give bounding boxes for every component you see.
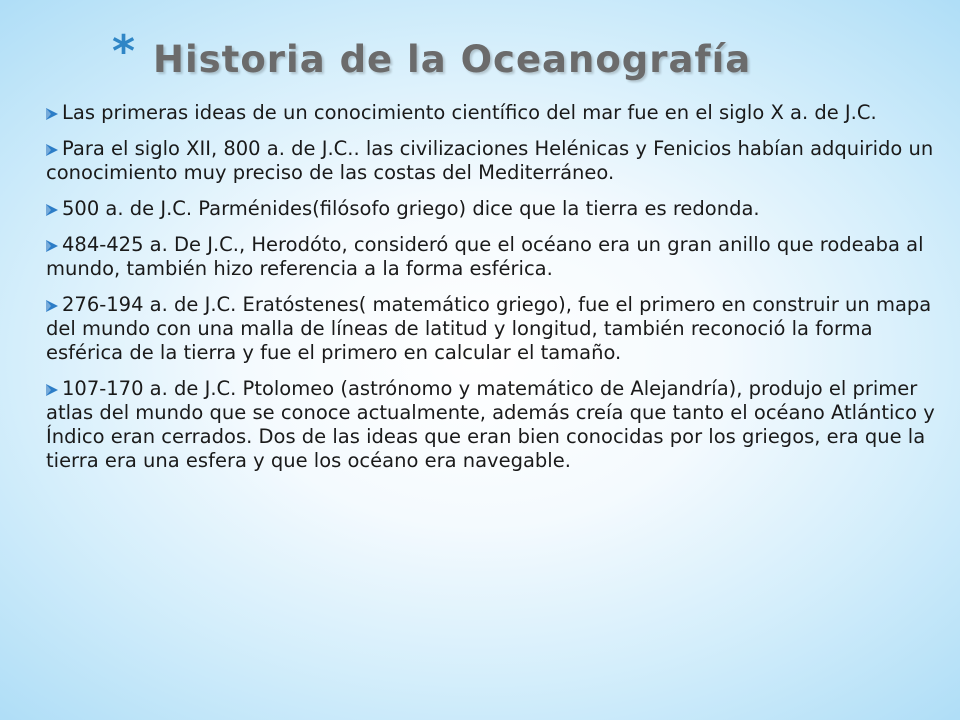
arrow-bullet-icon [46, 300, 58, 312]
title-row [112, 28, 751, 92]
bullet-list [46, 101, 936, 485]
asterisk-icon: * [112, 26, 136, 77]
arrow-bullet-icon [46, 108, 58, 120]
bullet-item [46, 293, 936, 365]
bullet-item [46, 233, 936, 281]
bullet-item [46, 137, 936, 185]
bullet-text: Las primeras ideas de un conocimiento científico del mar fue en el siglo X a. de J.C. [62, 101, 877, 124]
arrow-bullet-icon [46, 204, 58, 216]
bullet-text: 500 a. de J.C. Parménides(filósofo griego) dice que la tierra es redonda. [62, 197, 760, 220]
bullet-item [46, 377, 936, 473]
bullet-text: Para el siglo XII, 800 a. de J.C.. las civilizaciones Helénicas y Fenicios habían adquirido un conocimiento muy preciso de las costas del Mediterráneo. [46, 137, 934, 184]
bullet-text: 276-194 a. de J.C. Eratóstenes( matemático griego), fue el primero en construir un mapa del mundo con una malla de líneas de latitud y longitud, también reconoció la forma esférica de la tierra y fue el primero en calcular el tamaño. [46, 293, 932, 364]
arrow-bullet-icon [46, 384, 58, 396]
bullet-text: 484-425 a. De J.C., Herodóto, consideró que el océano era un gran anillo que rodeaba al mundo, también hizo referencia a la forma esférica. [46, 233, 924, 280]
bullet-item [46, 197, 936, 221]
bullet-item [46, 101, 936, 125]
slide-title: Historia de la Oceanografía [153, 38, 752, 81]
bullet-text: 107-170 a. de J.C. Ptolomeo (astrónomo y matemático de Alejandría), produjo el primer atlas del mundo que se conoce actualmente, además creía que tanto el océano Atlántico y Índico eran cerrados. Dos de las ideas que eran bien conocidas por los griegos, era que la tierra era una esfera y que los océano era navegable. [46, 377, 935, 472]
arrow-bullet-icon [46, 144, 58, 156]
arrow-bullet-icon [46, 240, 58, 252]
